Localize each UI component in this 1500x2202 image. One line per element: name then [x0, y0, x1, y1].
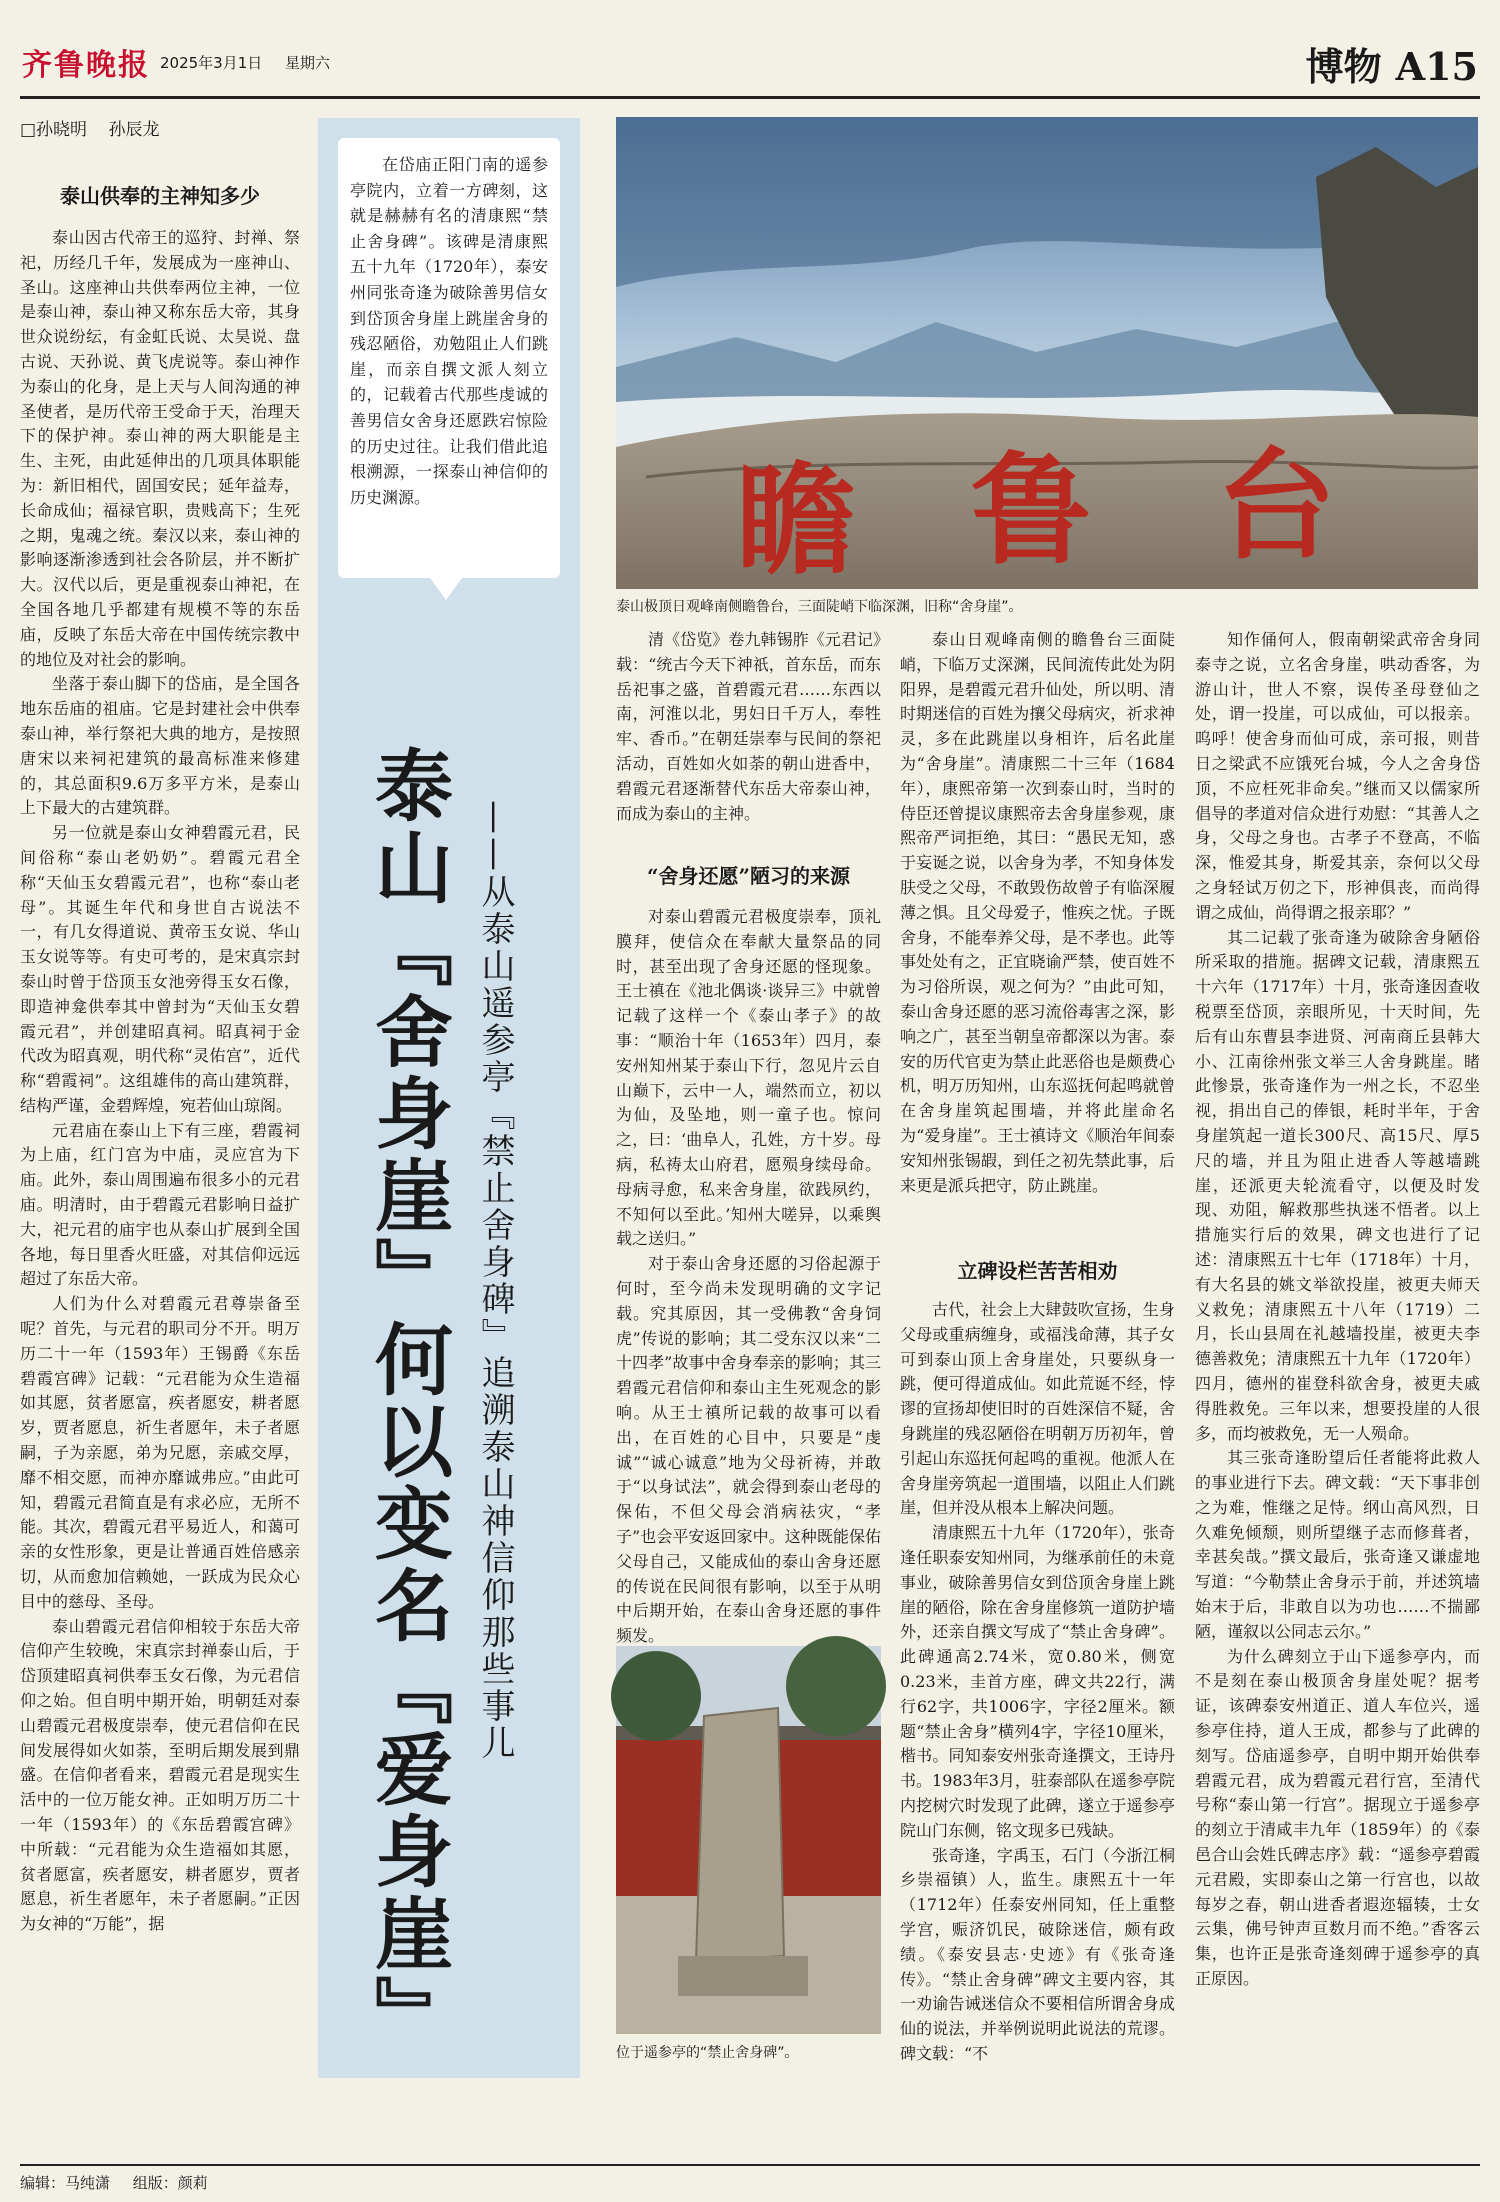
col4-paragraph: 知作俑何人，假南朝梁武帝舍身同泰寺之说，立名舍身崖，哄动香客，为游山计，世人不察，误传圣母登仙之处，谓一投崖，可以成仙，可以报亲。呜呼！使舍身而仙可成，亲可报，则昔日之梁武不应饿死台城，今人之舍身岱顶，不应枉死非命矣。”继而又以儒家所倡导的孝道对信众进行劝慰：“其善人之身，父母之身也。古孝子不登高，不临深，惟爱其身，斯爱其亲，奈何以父母之身轻试万仞之下，形神俱丧，而尚得谓之成仙，尚得谓之报亲耶？” — [1195, 630, 1480, 922]
col4-paragraph: 其二记载了张奇逢为破除舍身陋俗所采取的措施。据碑文记载，清康熙五十六年（1717年）十月，张奇逢因查收税票至岱顶，亲眼所见，十天时间，先后有山东曹县李进贤、河南商丘县韩大小、江南徐州张文举三人舍身跳崖。睹此惨景，张奇逢作为一州之长，不忍坐视，捐出自己的俸银，耗时半年，于舍身崖筑起一道长300尺、高15尺、厚5尺的墙，并且为阻止进香人等越墙跳崖，还派更夫轮流看守，以便及时发现、劝阻，解救那些执迷不悟者。以上措施实行后的效果，碑文也进行了记述：清康熙五十七年（1718年）十月，有大名县的姚文举欲投崖，被更夫师天义救免；清康熙五十八年（1719）二月，长山县周在礼越墙投崖，被更夫李德善救免；清康熙五十九年（1720年）四月，德州的崔登科欲舍身，被更夫戚得胜救免。三年以来，想要投崖的人很多，而均被救免，无一人殒命。 — [1195, 927, 1480, 1443]
footer-rule — [20, 2164, 1480, 2166]
column-2 — [616, 905, 881, 1646]
carved-char-1: 瞻 — [736, 450, 856, 591]
col1-paragraph: 坐落于泰山脚下的岱庙，是全国各地东岳庙的祖庙。它是封建社会中供奉泰山神，举行祭祀大典的地方，是按照唐宋以来祠祀建筑的最高标准来修建的，其总面积9.6万多平方米，是泰山上下最大的古建筑群。 — [20, 674, 300, 818]
photo-top-caption: 泰山极顶日观峰南侧瞻鲁台，三面陡峭下临深渊，旧称“舍身崖”。 — [616, 599, 1023, 615]
intro-pointer — [430, 578, 462, 600]
footer-credits — [20, 2172, 226, 2193]
col3-paragraph: 清康熙五十九年（1720年），张奇逢任职泰安知州同，为继承前任的未竟事业，破除善男信女到岱顶舍身崖上跳崖的陋俗，除在舍身崖修筑一道防护墙外，还亲自撰文写成了“禁止舍身碑”。此碑通高2.74米，宽0.80米，侧宽0.23米，圭首方座，碑文共22行，满行62字，共1006字，字径2厘米。额题“禁止舍身”横列4字，字径10厘米，楷书。同知泰安州张奇逢撰文，王诗丹书。1983年3月，驻泰部队在遥参亭院内挖树穴时发现了此碑，遂立于遥参亭院山门东侧，铭文现多已残缺。 — [900, 1523, 1175, 1840]
col1-paragraph: 元君庙在泰山上下有三座，碧霞祠为上庙，红门宫为中庙，灵应宫为下庙。此外，泰山周围遍布很多小的元君庙。明清时，由于碧霞元君影响日益扩大，祀元君的庙宇也从泰山扩展到全国各地，每日里香火旺盛，对其信仰远远超过了东岳大帝。 — [20, 1120, 300, 1289]
page-number: A15 — [1395, 44, 1478, 89]
masthead-date — [160, 52, 348, 73]
carved-char-3: 台 — [1216, 435, 1336, 576]
intro-box: 在岱庙正阳门南的遥参亭院内，立着一方碑刻，这就是赫赫有名的清康熙“禁止舍身碑”。该碑是清康熙五十九年（1720年），泰安州同张奇逢为破除善男信女到岱顶舍身崖上跳崖舍身的残忍陋俗，劝勉阻止人们跳崖，而亲自撰文派人刻立的，记载着古代那些虔诚的善男信女舍身还愿跌宕惊险的历史过往。让我们借此追根溯源，一探泰山神信仰的历史渊源。 — [338, 138, 560, 578]
photo-zhanlutai — [616, 117, 1478, 589]
main-subtitle: ——从泰山遥参亭『禁止舍身碑』追溯泰山神信仰那些事儿 — [475, 800, 515, 1762]
col1-heading: 泰山供奉的主神知多少 — [60, 184, 260, 208]
section-name: 博物 — [1305, 44, 1382, 89]
col3-paragraph: 古代，社会上大肆鼓吹宣扬，生身父母或重病缠身，或福浅命薄，其子女可到泰山顶上舍身崖处，只要纵身一跳，便可得道成仙。如此荒诞不经，悖谬的宣扬却使旧时的百姓深信不疑，舍身跳崖的残忍陋俗在明朝万历初年，曾引起山东巡抚何起鸣的重视。他派人在舍身崖旁筑起一道围墙，以阻止人们跳崖，但并没从根本上解决问题。 — [900, 1300, 1175, 1518]
photo-zhanlutai-illustration — [616, 117, 1478, 589]
col2-paragraph: 对泰山碧霞元君极度崇奉，顶礼膜拜，使信众在奉献大量祭品的同时，甚至出现了舍身还愿的怪现象。王士禛在《池北偶谈·谈异三》中就曾记载了这样一个《泰山孝子》的故事：“顺治十年（1653年）四月，泰安州知州某于泰山下行，忽见片云自山巅下，云中一人，端然而立，初以为仙，及坠地，则一童子也。惊问之，曰：‘曲阜人，孔姓，方十岁。母病，私祷太山府君，愿殒身续母命。母病寻愈，私来舍身崖，欲践夙约，不知何以至此。’知州大嗟异，以乘舆载之送归。” — [616, 907, 881, 1249]
col1-paragraph: 泰山碧霞元君信仰相较于东岳大帝信仰产生较晚，宋真宗封禅泰山后，于岱顶建昭真祠供奉玉女石像，为元君信仰之始。但自明中期开始，明朝廷对泰山碧霞元君极度崇奉，使元君信仰在民间发展得如火如荼，至明后期发展到鼎盛。在信仰者看来，碧霞元君是现实生活中的一位万能女神。正如明万历二十一年（1593年）的《东岳碧霞宫碑》中所载：“元君能为众生造福如其愿，贫者愿富，疾者愿安，耕者愿岁，贾者愿息，祈生者愿年，未子者愿嗣。”正因为女神的“万能”，据 — [20, 1616, 300, 1934]
byline — [20, 115, 175, 140]
main-headline: 泰山『舍身崖』何以变名『爱身崖』 — [362, 745, 453, 2057]
masthead-rule — [20, 96, 1480, 99]
col2-paragraph: 清《岱览》卷九韩锡胙《元君记》载：“统古今天下神祇，首东岳，而东岳祀事之盛，首碧霞元君……东西以南，河淮以北，男妇日千万人，奉牲牢、香币。”在朝廷崇奉与民间的祭祀活动，百姓如火如荼的朝山进香中，碧霞元君逐渐替代东岳大帝泰山神，而成为泰山的主神。 — [616, 630, 881, 823]
col4-paragraph: 其三张奇逢盼望后任者能将此救人的事业进行下去。碑文载：“天下事非创之为难，惟继之足恃。纲山高风烈，日久难免倾颓，则所望继子志而修葺者，幸甚矣哉。”撰文最后，张奇逢又谦虚地写道：“今勒禁止舍身示于前，并述筑墙始末于后，非敢自以为功也……不揣鄙陋，谨叙以公同志云尔。” — [1195, 1448, 1480, 1641]
column-3 — [900, 1298, 1175, 2158]
photo-bottom-caption: 位于遥参亭的“禁止舍身碑”。 — [616, 2045, 799, 2061]
author-1: □孙晓明 — [20, 120, 88, 140]
photo-stele — [616, 1646, 881, 2034]
newspaper-logo: 齐鲁晚报 — [22, 48, 150, 83]
editor-credit: 编辑：马纯潇 — [20, 2174, 111, 2192]
section-title — [1292, 36, 1478, 91]
col1-paragraph: 泰山因古代帝王的巡狩、封禅、祭祀，历经几千年，发展成为一座神山、圣山。这座神山共供奉两位主神，一位是泰山神，泰山神又称东岳大帝，其身世众说纷纭，有金虹氏说、太昊说、盘古说、天孙说、黄飞虎说等。泰山神作为泰山的化身，是上天与人间沟通的神圣使者，是历代帝王受命于天，治理天下的保护神。泰山神的两大职能是主生、主死，由此延伸出的几项具体职能为：新旧相代，固国安民；延年益寿，长命成仙；福禄官职，贵贱高下；生死之期，鬼魂之统。秦汉以来，泰山神的影响逐渐渗透到社会各阶层，并不断扩大。汉代以后，更是重视泰山神祀，在全国各地几乎都建有规模不等的东岳庙，反映了东岳大帝在中国传统宗教中的地位及对社会的影响。 — [20, 228, 300, 669]
col2-paragraph: 对于泰山舍身还愿的习俗起源于何时，至今尚未发现明确的文字记载。究其原因，其一受佛教“舍身饲虎”传说的影响；其二受东汉以来“二十四孝”故事中舍身奉亲的影响；其三碧霞元君信仰和泰山主生死观念的影响。从王士禛所记载的故事可以看出，在百姓的心目中，只要是“虔诚”“诚心诚意”地为父母祈祷，并敢于“以身试法”，就会得到泰山老母的保佑，不但父母会消病祛灾，“孝子”也会平安返回家中。这种既能保佑父母自己，又能成仙的泰山舍身还愿的传说在民间很有影响，以至于从明中后期开始，在泰山舍身还愿的事件频发。 — [616, 1254, 881, 1646]
col1-paragraph: 另一位就是泰山女神碧霞元君，民间俗称“泰山老奶奶”。碧霞元君全称“天仙玉女碧霞元君”，也称“泰山老母”。其诞生年代和身世自古说法不一，有几女得道说、黄帝玉女说、华山玉女说等等。有史可考的，是宋真宗封泰山时曾于岱顶玉女池旁得玉女石像，即造神龛供奉其中曾封为“天仙玉女碧霞元君”，并创建昭真祠。昭真祠于金代改为昭真观，明代称“灵佑宫”，近代称“碧霞祠”。这组雄伟的高山建筑群，结构严谨，金碧辉煌，宛若仙山琼阁。 — [20, 823, 300, 1115]
issue-date: 2025年3月1日 — [160, 54, 263, 72]
column-1 — [20, 226, 300, 2160]
col3-heading: 立碑设栏苦苦相劝 — [957, 1259, 1118, 1283]
col4-paragraph: 为什么碑刻立于山下遥参亭内，而不是刻在泰山极顶舍身崖处呢？据考证，该碑泰安州道正、道人车位兴，遥参亭住持，道人王成，都参与了此碑的刻写。岱庙遥参亭，自明中期开始供奉碧霞元君，成为碧霞元君行宫，至清代号称“泰山第一行宫”。据现立于遥参亭的刻立于清咸丰九年（1859年）的《泰邑合山会姓氏碑志序》载：“遥参亭碧霞元君殿，实即泰山之第一行宫也，以故每岁之春，朝山进香者遐迩辐辏，士女云集，佛号钟声亘数月而不绝。”香客云集，也许正是张奇逢刻碑于遥参亭的真正原因。 — [1195, 1646, 1480, 1989]
col3-paragraph: 张奇逢，字禹玉，石门（今浙江桐乡崇福镇）人，监生。康熙五十一年（1712年）任泰安州同知，任上重整学宫，赈济饥民，破除迷信，颇有政绩。《泰安县志·史迹》有《张奇逢传》。“禁止舍身碑”碑文主要内容，其一劝谕告诫迷信众不要相信所谓舍身成仙的说法，并举例说明此说法的荒谬。碑文载：“不 — [900, 1845, 1175, 2063]
author-2: 孙辰龙 — [108, 120, 160, 140]
carved-char-2: 鲁 — [971, 440, 1091, 581]
designer-credit: 组版：颜莉 — [132, 2174, 208, 2192]
column-4 — [1195, 628, 1480, 2158]
issue-weekday: 星期六 — [285, 54, 331, 72]
column-2-top — [616, 628, 881, 823]
column-3-top — [900, 628, 1175, 1228]
col2-heading: “舍身还愿”陋习的来源 — [646, 864, 850, 888]
photo-stele-illustration — [616, 1646, 881, 2034]
col1-paragraph: 人们为什么对碧霞元君尊崇备至呢？首先，与元君的职司分不开。明万历二十一年（1593年）王锡爵《东岳碧霞宫碑》记载：“元君能为众生造福如其愿，贫者愿富，疾者愿安，耕者愿岁，贾者愿息，祈生者愿年，未子者愿嗣，子为亲愿，弟为兄愿，亲戚交厚，靡不相交愿，而神亦靡诚弗应。”由此可知，碧霞元君简直是有求必应，无所不能。其次，碧霞元君平易近人，和蔼可亲的女性形象，更是让普通百姓倍感亲切，从而愈加信赖她，一跃成为民众心目中的慈母、圣母。 — [20, 1294, 300, 1611]
col3-paragraph: 泰山日观峰南侧的瞻鲁台三面陡峭，下临万丈深渊，民间流传此处为阴阳界，是碧霞元君升仙处，所以明、清时期迷信的百姓为攘父母病灾，祈求神灵，多在此跳崖以身相许，后名此崖为“舍身崖”。清康熙二十三年（1684年），康熙帝第一次到泰山时，当时的侍臣还曾提议康熙帝去舍身崖参观，康熙帝严词拒绝，其曰：“愚民无知，惑于妄诞之说，以舍身为孝，不知身体发肤受之父母，不敢毁伤故曾子有临深履薄之惧。且父母爱子，惟疾之忧。子既舍身，不能奉养父母，是不孝也。此等事处处有之，正宜晓谕严禁，使百姓不为习俗所误，观之何为？”由此可知，泰山舍身还愿的恶习流俗毒害之深，影响之广，甚至当朝皇帝都深以为害。泰安的历代官吏为禁止此恶俗也是颇费心机，明万历知州，山东巡抚何起鸣就曾在舍身崖筑起围墙，并将此崖命名为“爱身崖”。王士禛诗文《顺治年间泰安知州张锡嘏，到任之初先禁此事，后来更是派兵把守，防止跳崖。 — [900, 630, 1175, 1195]
